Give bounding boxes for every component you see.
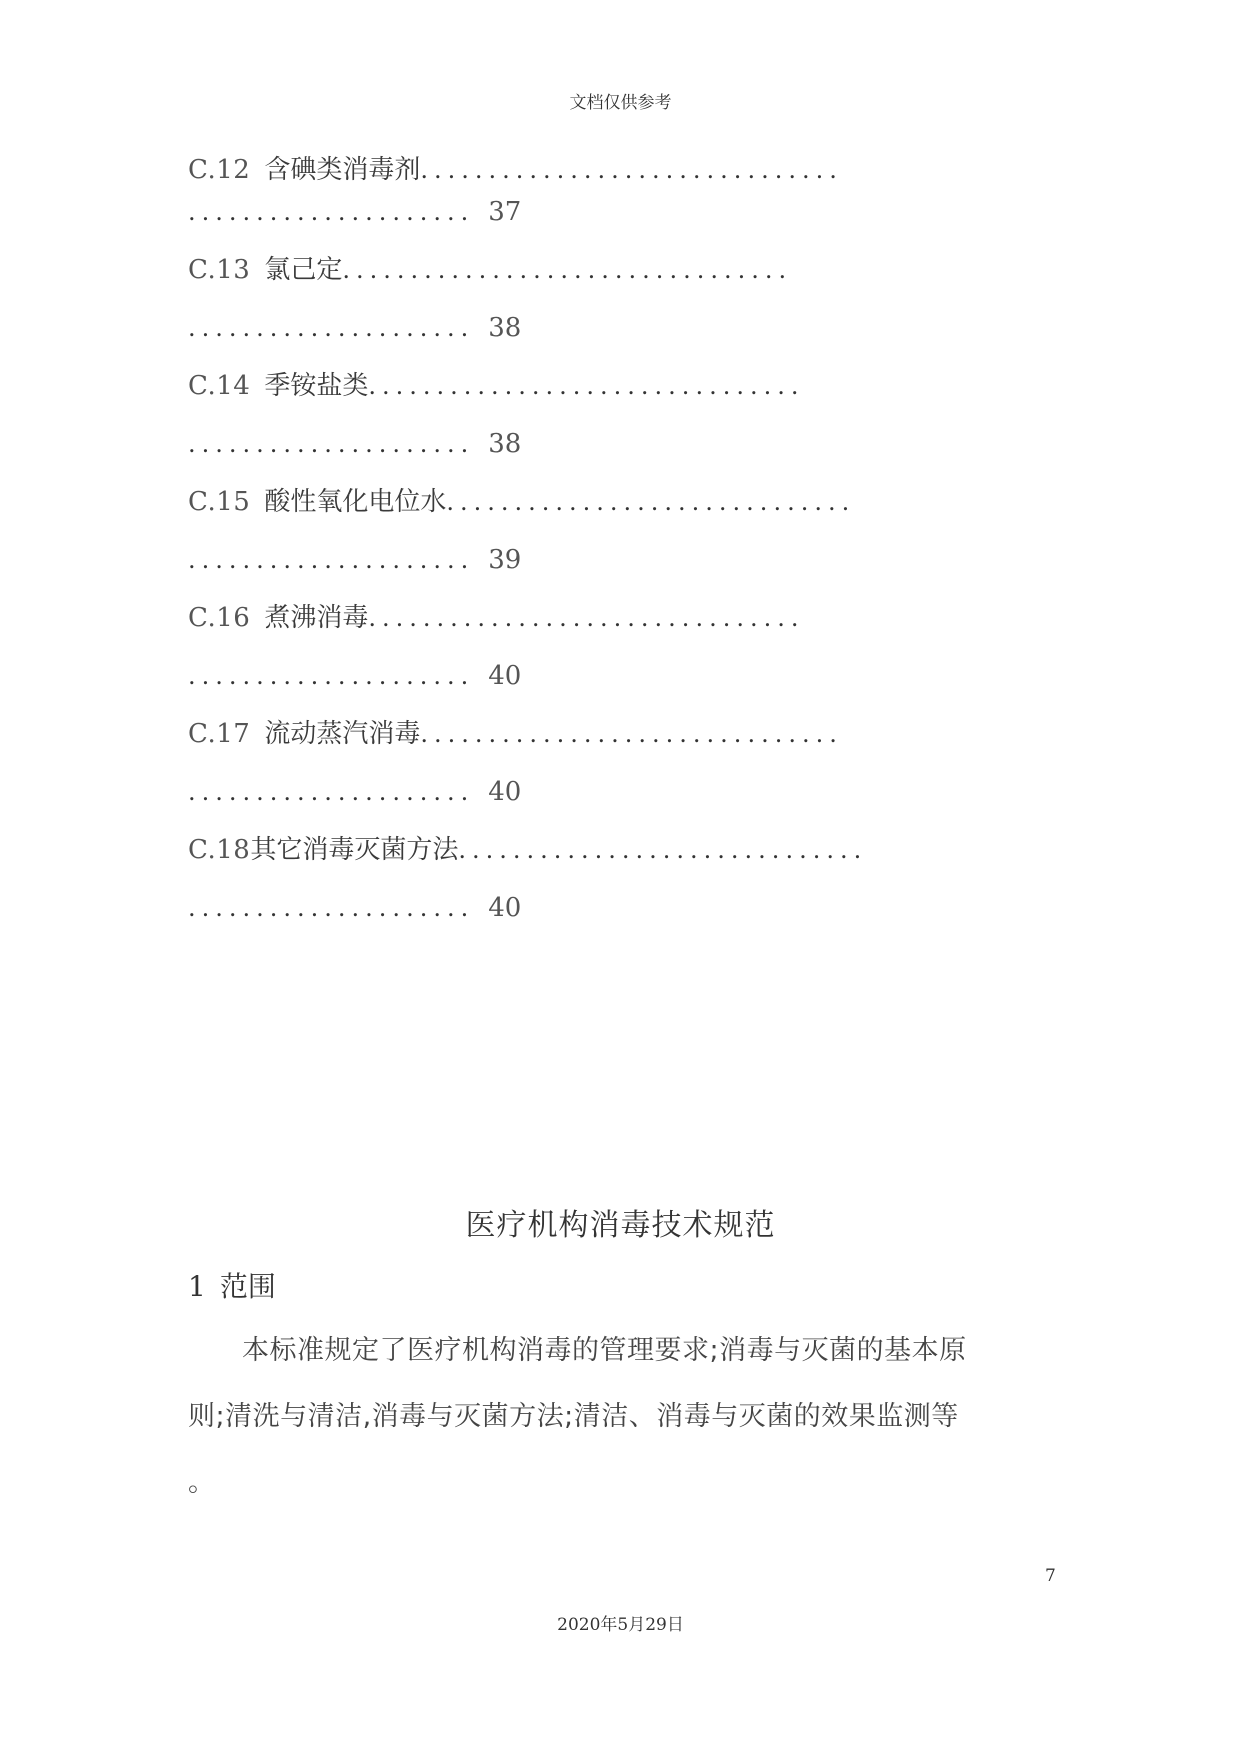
toc-leader-dots: ..................... xyxy=(188,546,475,574)
toc-code: C.18 xyxy=(188,835,251,865)
toc-title: 季铵盐类 xyxy=(264,371,369,401)
toc-entry-c14[interactable] xyxy=(188,366,804,406)
section-number: 1 xyxy=(188,1270,206,1303)
toc-page-number: 40 xyxy=(488,893,522,923)
toc-leader-dots: ..................... xyxy=(188,198,475,226)
toc-title: 其它消毒灭菌方法 xyxy=(250,835,459,865)
page-number: 7 xyxy=(1045,1566,1056,1586)
section-heading xyxy=(188,1265,276,1305)
toc-code: C.15 xyxy=(188,487,251,517)
toc-entry-c17[interactable] xyxy=(188,714,843,754)
toc-title: 流动蒸汽消毒 xyxy=(264,719,421,749)
toc-code: C.14 xyxy=(188,371,251,401)
toc-entry-c14-page xyxy=(188,424,521,464)
toc-title: 含碘类消毒剂 xyxy=(264,155,421,185)
header-note: 文档仅供参考 xyxy=(569,93,672,113)
toc-entry-c13-page xyxy=(188,308,521,348)
toc-leader-dots: ................................ xyxy=(368,372,805,400)
toc-entry-c18[interactable] xyxy=(188,830,867,870)
toc-code: C.17 xyxy=(188,719,251,749)
toc-leader-dots: ............................... xyxy=(420,156,843,184)
toc-page-number: 38 xyxy=(488,313,522,343)
toc-entry-c13[interactable] xyxy=(188,250,792,290)
toc-leader-dots: .............................. xyxy=(446,488,856,516)
paragraph-line-2: 则;清洗与清洁,消毒与灭菌方法;清洁、消毒与灭菌的效果监测等 xyxy=(188,1401,959,1432)
toc-leader-dots: .............................. xyxy=(458,836,868,864)
toc-code: C.12 xyxy=(188,155,251,185)
toc-entry-c16-page xyxy=(188,656,521,696)
toc-page-number: 40 xyxy=(488,661,522,691)
toc-leader-dots: ..................... xyxy=(188,430,475,458)
toc-entry-c16[interactable] xyxy=(188,598,804,638)
toc-page-number: 37 xyxy=(488,197,522,227)
paragraph-line-3: 。 xyxy=(188,1467,216,1498)
toc-leader-dots: ................................ xyxy=(368,604,805,632)
toc-title: 酸性氧化电位水 xyxy=(264,487,447,517)
toc-entry-c12-page xyxy=(188,192,521,232)
toc-entry-c15-page xyxy=(188,540,521,580)
toc-entry-c18-page xyxy=(188,888,521,928)
footer-date: 2020年5月29日 xyxy=(557,1615,684,1635)
toc-code: C.13 xyxy=(188,255,251,285)
toc-code: C.16 xyxy=(188,603,251,633)
toc-title: 煮沸消毒 xyxy=(264,603,369,633)
toc-leader-dots: ..................... xyxy=(188,662,475,690)
toc-leader-dots: ..................... xyxy=(188,894,475,922)
toc-leader-dots: ..................... xyxy=(188,778,475,806)
toc-title: 氯己定 xyxy=(264,255,343,285)
toc-page-number: 40 xyxy=(488,777,522,807)
toc-entry-c17-page xyxy=(188,772,521,812)
toc-page-number: 39 xyxy=(488,545,522,575)
toc-entry-c12[interactable] xyxy=(188,150,843,190)
section-title: 范围 xyxy=(219,1270,276,1303)
toc-leader-dots: ..................... xyxy=(188,314,475,342)
toc-entry-c15[interactable] xyxy=(188,482,855,522)
paragraph-line-1: 本标准规定了医疗机构消毒的管理要求;消毒与灭菌的基本原 xyxy=(242,1335,967,1366)
toc-leader-dots: ................................. xyxy=(342,256,793,284)
toc-page-number: 38 xyxy=(488,429,522,459)
document-title: 医疗机构消毒技术规范 xyxy=(465,1208,776,1243)
toc-leader-dots: ............................... xyxy=(420,720,843,748)
